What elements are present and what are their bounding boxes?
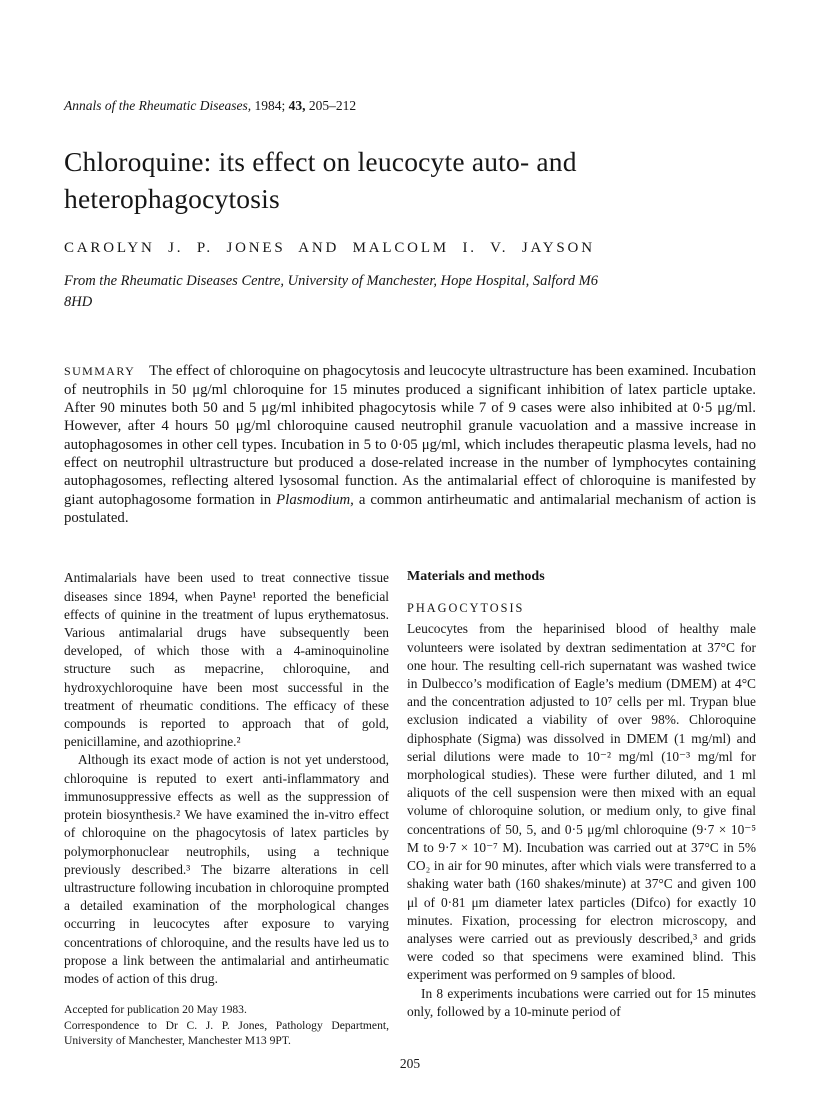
footnote-block — [64, 1002, 389, 1048]
section-heading-materials-and-methods: Materials and methods — [407, 569, 545, 585]
journal-citation: Annals of the Rheumatic Diseases, 1984; 43, 205–212 — [64, 98, 357, 113]
subsection-heading-phagocytosis: PHAGOCYTOSIS — [407, 601, 525, 616]
left-column — [64, 569, 389, 1048]
footnote-accepted: Accepted for publication 20 May 1983. — [64, 1003, 247, 1017]
methods-paragraph-1: Leucocytes from the heparinised blood of healthy male volunteers were isolated by dextran sedimentation at 37°C for one hour. The resulting cell-rich supernatant was washed twice in Dulbecco’s modification of Eagle’s medium (DMEM) at 4°C and the concentration adjusted to 10⁷ cells per ml. Trypan blue exclusion indicated a viability of over 98%. Chloroquine diphosphate (Sigma) was dissolved in DMEM (1 mg/ml) and serial dilutions were made to 10⁻² mg/ml (10⁻³ mg/ml for morphological studies). These were further diluted, and 1 ml aliquots of the cell suspension were then mixed with an equal volume of chloroquine solution, or medium only, to give final concentrations of 50, 5, and 0·5 μg/ml chloroquine (9·7 × 10⁻⁵ M to 9·7 × 10⁻⁷ M). Incubation was carried out at 37°C in 5% CO₂ in air for 90 minutes, after which vials were transferred to a shaking water bath (160 shakes/minute) at 37°C and given 100 μl of 0·81 μm diameter latex particles (Difco) for exactly 10 minutes. Fixation, processing for electron microscopy, and analyses were carried out as previously described,³ and grids were coded so that specimens were examined blind. This experiment was performed on 9 samples of blood. — [407, 621, 756, 983]
intro-paragraph-2: Although its exact mode of action is not yet understood, chloroquine is reputed to exert anti-inflammatory and immunosuppressive effects as well as the suppression of protein biosynthesis.² We have examined the in-vitro effect of chloroquine on the phagocytosis of latex particles by polymorphonuclear neutrophils, using a technique previously described.³ The bizarre alterations in cell ultrastructure following incubation in chloroquine prompted a detailed examination of the morphological changes occurring in leucocytes after exposure to varying concentrations of chloroquine, and the results have led us to propose a link between the antimalarial and antirheumatic modes of action of this drug. — [64, 752, 389, 987]
two-column-body — [64, 569, 756, 1048]
paper-title: Chloroquine: its effect on leucocyte auto- and heterophagocytosis — [64, 146, 577, 214]
affiliation-line: From the Rheumatic Diseases Centre, University of Manchester, Hope Hospital, Salford M6 8HD — [64, 272, 599, 311]
footnote-correspondence: Correspondence to Dr C. J. P. Jones, Pathology Department, University of Manchester, Manchester M13 9PT. — [64, 1018, 389, 1047]
methods-paragraph-2: In 8 experiments incubations were carried out for 15 minutes only, followed by a 10-minute period of — [407, 985, 756, 1019]
summary-paragraph — [64, 362, 756, 527]
intro-paragraph-1: Antimalarials have been used to treat connective tissue diseases since 1894, when Payne¹ reported the beneficial effects of quinine in the treatment of lupus erythematosus. Various antimalarial drugs have subsequently been developed, of which those with a 4-aminoquinoline structure such as mepacrine, chloroquine, and hydroxychloroquine have been most successful in the treatment of rheumatic conditions. The efficacy of these compounds is reported to approach that of gold, penicillamine, and azothioprine.² — [64, 570, 389, 750]
summary-label: SUMMARY — [64, 364, 136, 379]
authors-line: CAROLYN J. P. JONES AND MALCOLM I. V. JAYSON — [64, 239, 595, 256]
summary-text: The effect of chloroquine on phagocytosis and leucocyte ultrastructure has been examined. Incubation of neutrophils in 50 μg/ml chloroquine for 15 minutes produced a significant inhibition of latex particle uptake. After 90 minutes both 50 and 5 μg/ml inhibited phagocytosis while 7 of 9 cases were also inhibited at 0·5 μg/ml. However, after 4 hours 50 μg/ml chloroquine caused neutrophil granule vacuolation and a massive increase in autophagosomes in other cell types. Incubation in 5 to 0·05 μg/ml, which includes therapeutic plasma levels, had no effect on neutrophil ultrastructure but produced a dose-related increase in the number of lymphocytes containing autophagosomes, reflecting altered lysosomal function. As the antimalarial effect of chloroquine is manifested by giant autophagosome formation in Plasmodium, a common antirheumatic and antimalarial mechanism of action is postulated. — [64, 363, 756, 526]
page-number: 205 — [399, 1056, 421, 1072]
right-column — [407, 569, 756, 1048]
